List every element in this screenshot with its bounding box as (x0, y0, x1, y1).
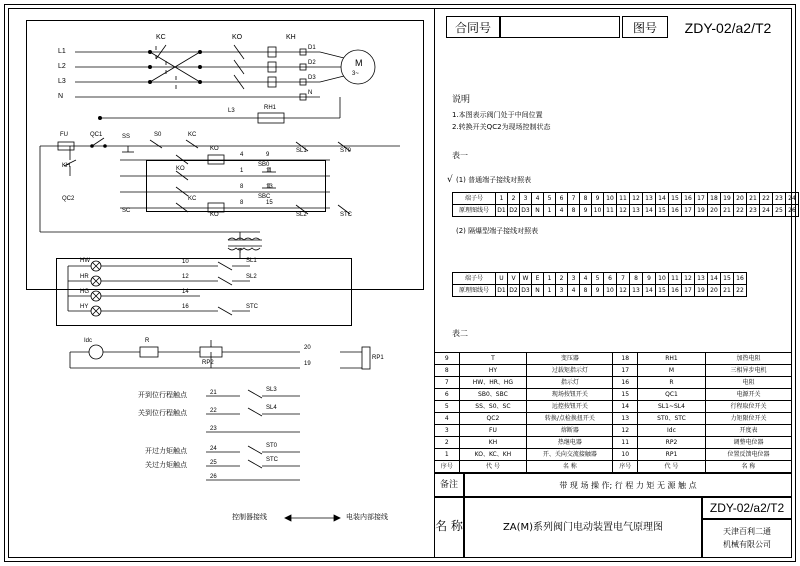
t1-wire-20: 23 (747, 205, 760, 217)
t2-row-label-2: 原理图线号 (453, 285, 496, 297)
legend-r6-c6: 力矩限位开关 (705, 413, 791, 425)
t1-wire-16: 19 (695, 205, 708, 217)
t2-term-8: 5 (592, 273, 604, 285)
remark-label: 备注 (439, 480, 458, 490)
t2-term-14: 11 (669, 273, 682, 285)
lamp-wire-12: 12 (182, 274, 189, 280)
legend-r7-c1: 3 (435, 425, 460, 437)
legend-r3-c5: R (638, 377, 706, 389)
t2-wire-14: 16 (669, 285, 682, 297)
legend-header-3: 名 称 (527, 461, 613, 473)
legend-r3-c4: 16 (613, 377, 638, 389)
coil-label-ko-3: KO (210, 212, 219, 218)
t1-term-7: 8 (580, 193, 592, 205)
legend-r3-c1: 7 (435, 377, 460, 389)
t2-term-5: 2 (556, 273, 568, 285)
contact-group-label-1: 开到位行程触点 (138, 391, 187, 399)
t2-wire-16: 19 (695, 285, 708, 297)
contact-num-22: 22 (210, 408, 217, 414)
company-line-2: 机械有限公司 (723, 540, 771, 549)
t2-term-17: 14 (708, 273, 721, 285)
table-one-sub2: (2) 隔爆型端子接线对照表 (456, 227, 539, 235)
legend-r1-c2: T (459, 353, 527, 365)
table-row (453, 273, 747, 285)
pot-label-rp1: RP1 (372, 355, 384, 361)
legend-r3-c2: HW、HR、HG (459, 377, 527, 389)
t1-term-1: 2 (508, 193, 520, 205)
wire-number-4: 4 (240, 152, 244, 158)
t2-wire-13: 15 (656, 285, 669, 297)
t1-wire-6: 8 (568, 205, 580, 217)
legend-r3-c6: 电阻 (705, 377, 791, 389)
phase-label-n: N (58, 93, 64, 100)
legend-r8-c3: 热继电器 (527, 437, 613, 449)
lamp-label-hy: HY (80, 304, 89, 310)
switch-label-qc1: QC1 (90, 132, 103, 138)
button-label-sb0: SB0 (258, 162, 270, 168)
t1-term-23: 24 (786, 193, 799, 205)
t1-term-9: 10 (604, 193, 617, 205)
legend-r3-c3: 指示灯 (527, 377, 613, 389)
t1-wire-21: 24 (760, 205, 773, 217)
t1-term-8: 9 (592, 193, 604, 205)
t1-wire-1: D2 (508, 205, 520, 217)
t1-wire-3: N (532, 205, 544, 217)
legend-r6-c5: ST0、STC (638, 413, 706, 425)
button-label-ss: SS (122, 134, 131, 140)
legend-r7-c3: 熔断器 (527, 425, 613, 437)
table-two-title: 表二 (452, 329, 468, 338)
t2-wire-18: 21 (721, 285, 734, 297)
legend-r1-c1: 9 (435, 353, 460, 365)
notes-line-2: 2.转换开关QC2为现场控制状态 (452, 123, 551, 131)
t1-row-label-1: 端子号 (453, 193, 496, 205)
notes-line-1: 1.本图表示阀门处于中间位置 (452, 111, 543, 119)
legend-r1-c4: 18 (613, 353, 638, 365)
t1-wire-13: 15 (656, 205, 669, 217)
legend-r9-c6: 位置反馈电位器 (705, 449, 791, 461)
phase-label-l1: L1 (58, 48, 66, 55)
t1-term-18: 19 (721, 193, 734, 205)
legend-r4-c6: 电源开关 (705, 389, 791, 401)
table-row (435, 353, 792, 365)
t2-wire-10: 12 (617, 285, 630, 297)
t2-wire-6: 4 (568, 285, 580, 297)
t1-term-12: 13 (643, 193, 656, 205)
label-qc2: QC2 (62, 196, 75, 202)
t2-term-7: 4 (580, 273, 592, 285)
heater-label: RH1 (264, 105, 277, 111)
t2-term-4: 1 (544, 273, 556, 285)
t2-wire-3: N (532, 285, 544, 297)
legend-r8-c5: RP2 (638, 437, 706, 449)
t2-wire-5: 3 (556, 285, 568, 297)
t2-wire-8: 9 (592, 285, 604, 297)
t1-wire-9: 11 (604, 205, 617, 217)
legend-r1-c3: 变压器 (527, 353, 613, 365)
table-one-check: √ (447, 175, 453, 185)
t1-term-0: 1 (496, 193, 508, 205)
legend-header-4: 序号 (613, 461, 638, 473)
t2-term-18: 15 (721, 273, 734, 285)
legend-r5-c1: 5 (435, 401, 460, 413)
transformer-label-t: T (238, 248, 243, 255)
t1-term-3: 4 (532, 193, 544, 205)
table-row (435, 389, 792, 401)
t1-wire-4: 1 (544, 205, 556, 217)
legend-r4-c5: QC1 (638, 389, 706, 401)
legend-r4-c4: 15 (613, 389, 638, 401)
label-kh-aux: KH (62, 163, 71, 169)
legend-r9-c3: 开、关向交流接触器 (527, 449, 613, 461)
fuse-label-fu: FU (60, 132, 68, 138)
legend-r9-c2: KO、KC、KH (459, 449, 527, 461)
contact-num-23: 23 (210, 426, 217, 432)
contact-group-label-2: 关到位行程触点 (138, 409, 187, 417)
contact-num-21: 21 (210, 390, 217, 396)
legend-r2-c5: M (638, 365, 706, 377)
table-header-row (435, 461, 792, 473)
legend-r8-c4: 11 (613, 437, 638, 449)
lamp-wire-16: 16 (182, 304, 189, 310)
motor-terminal-d3: D3 (308, 75, 316, 81)
t1-wire-19: 22 (734, 205, 747, 217)
t2-term-16: 13 (695, 273, 708, 285)
t1-wire-17: 20 (708, 205, 721, 217)
t1-row-label-2: 原理图线号 (453, 205, 496, 217)
contact-group-label-4: 关过力矩触点 (145, 461, 187, 469)
phase-label-l3: L3 (58, 78, 66, 85)
t1-term-20: 21 (747, 193, 760, 205)
wire-number-8a: 8 (240, 184, 244, 190)
lamp-switch-sl1: SL1 (246, 258, 257, 264)
t1-wire-7: 9 (580, 205, 592, 217)
legend-r1-c6: 加热电阻 (705, 353, 791, 365)
contact-num-26: 26 (210, 474, 217, 480)
t1-wire-12: 14 (643, 205, 656, 217)
legend-r8-c2: KH (459, 437, 527, 449)
table-one-sub1: (1) 普通端子接线对照表 (456, 176, 532, 184)
legend-r8-c6: 调整电位器 (705, 437, 791, 449)
lamp-label-hw: HW (80, 258, 90, 264)
contact-group-label-3: 开过力矩触点 (145, 447, 187, 455)
component-legend-table (434, 352, 792, 473)
table-row (435, 377, 792, 389)
contact-switch-st0: ST0 (266, 443, 278, 449)
t1-term-19: 20 (734, 193, 747, 205)
t2-term-19: 16 (734, 273, 747, 285)
t1-term-14: 15 (669, 193, 682, 205)
table-row (435, 401, 792, 413)
schematic-outer-box (26, 20, 424, 290)
pot-label-rp2: RP2 (202, 360, 214, 366)
legend-r7-c6: 开度表 (705, 425, 791, 437)
t2-term-9: 6 (604, 273, 617, 285)
motor-terminal-d1: D1 (308, 45, 316, 51)
motor-sub-label: 3~ (352, 71, 359, 77)
t2-wire-11: 13 (630, 285, 643, 297)
t1-term-6: 7 (568, 193, 580, 205)
legend-r5-c5: SL1~SL4 (638, 401, 706, 413)
legend-header-1: 序号 (435, 461, 460, 473)
t1-term-5: 6 (556, 193, 568, 205)
legend-r6-c3: 转换/点检换扭开关 (527, 413, 613, 425)
wire-number-9: 9 (266, 152, 270, 158)
t1-wire-23: 26 (786, 205, 799, 217)
t1-wire-22: 25 (773, 205, 786, 217)
lamp-switch-stc: STC (246, 304, 258, 310)
contact-label-st0: ST0 (340, 148, 352, 154)
contact-switch-sl3: SL3 (266, 387, 277, 393)
t2-term-11: 8 (630, 273, 643, 285)
t1-term-4: 5 (544, 193, 556, 205)
legend-r2-c6: 三相异步电机 (705, 365, 791, 377)
table-row (435, 449, 792, 461)
contact-label-kc: KC (188, 132, 197, 138)
legend-r2-c3: 过载矩指示灯 (527, 365, 613, 377)
motor-terminal-n: N (308, 90, 313, 96)
motor-terminal-d2: D2 (308, 60, 316, 66)
legend-r4-c2: SB0、SBC (459, 389, 527, 401)
legend-header-6: 名 称 (705, 461, 791, 473)
legend-r6-c1: 4 (435, 413, 460, 425)
contact-num-25: 25 (210, 460, 217, 466)
t2-wire-1: D2 (508, 285, 520, 297)
title-name-value: ZA(M)系列阀门电动装置电气原理图 (502, 522, 664, 533)
t2-term-2: W (520, 273, 532, 285)
legend-r7-c4: 12 (613, 425, 638, 437)
t1-term-10: 11 (617, 193, 630, 205)
legend-header-2: 代 号 (459, 461, 527, 473)
coil-label-ko: KO (210, 146, 219, 152)
indicator-box (56, 258, 352, 326)
wire-number-13: 13 (266, 184, 273, 190)
t1-wire-5: 4 (556, 205, 568, 217)
motor-symbol: M (355, 58, 363, 68)
t2-term-13: 10 (656, 273, 669, 285)
table-row (435, 425, 792, 437)
table-row (453, 193, 799, 205)
lamp-wire-10: 10 (182, 259, 189, 265)
t1-wire-11: 13 (630, 205, 643, 217)
t1-term-17: 18 (708, 193, 721, 205)
legend-r9-c1: 1 (435, 449, 460, 461)
t1-term-13: 14 (656, 193, 669, 205)
drawing-no-value: ZDY-02/a2/T2 (684, 20, 772, 36)
legend-r9-c5: RP1 (638, 449, 706, 461)
t1-term-22: 23 (773, 193, 786, 205)
title-company-box (702, 519, 792, 558)
legend-r5-c6: 行程取位开关 (705, 401, 791, 413)
legend-right-label: 电装内部接线 (346, 513, 388, 521)
contract-label: 合同号 (454, 21, 491, 35)
contact-label-stc: STC (340, 212, 352, 218)
button-label-sbc: SBC (258, 194, 271, 200)
legend-r5-c4: 14 (613, 401, 638, 413)
wire-number-11: 11 (266, 168, 273, 174)
contact-label-sl2: SL2 (296, 212, 307, 218)
legend-r8-c1: 2 (435, 437, 460, 449)
t1-term-2: 3 (520, 193, 532, 205)
legend-r2-c4: 17 (613, 365, 638, 377)
remark-value: 带 现 场 操 作; 行 程 力 矩 无 源 触 点 (559, 481, 697, 490)
contact-switch-sl4: SL4 (266, 405, 277, 411)
t2-wire-9: 10 (604, 285, 617, 297)
legend-left-label: 控制器接线 (232, 513, 267, 521)
contact-label-kc-2: KC (188, 196, 197, 202)
contract-value-box (500, 16, 620, 38)
t1-wire-15: 17 (682, 205, 695, 217)
legend-r6-c4: 13 (613, 413, 638, 425)
t2-wire-17: 20 (708, 285, 721, 297)
lamp-wire-14: 14 (182, 289, 189, 295)
contact-switch-stc-2: STC (266, 457, 278, 463)
meter-wire-19: 19 (304, 361, 311, 367)
title-name-label: 名 称 (435, 519, 463, 533)
legend-r2-c2: HY (459, 365, 527, 377)
legend-r7-c2: FU (459, 425, 527, 437)
t2-wire-0: D1 (496, 285, 508, 297)
legend-r1-c5: RH1 (638, 353, 706, 365)
legend-r4-c3: 现场按钮开关 (527, 389, 613, 401)
table-one-title: 表一 (452, 151, 468, 160)
contact-label-ko-2: KO (176, 166, 185, 172)
t1-wire-18: 21 (721, 205, 734, 217)
t2-wire-4: 1 (544, 285, 556, 297)
table-row (453, 285, 747, 297)
company-line-1: 天津百利二通 (723, 527, 771, 536)
t2-wire-2: D3 (520, 285, 532, 297)
t1-term-11: 12 (630, 193, 643, 205)
t1-wire-8: 10 (592, 205, 604, 217)
lamp-label-hr: HR (80, 274, 89, 280)
contactor-label-kc: KC (156, 34, 166, 41)
t2-term-3: E (532, 273, 544, 285)
t2-row-label-1: 端子号 (453, 273, 496, 285)
wire-number-8b: 8 (240, 200, 244, 206)
wire-number-1: 1 (240, 168, 244, 174)
t2-wire-19: 22 (734, 285, 747, 297)
t2-term-12: 9 (643, 273, 656, 285)
contactor-label-ko: KO (232, 34, 243, 41)
t1-term-16: 17 (695, 193, 708, 205)
legend-r7-c5: Idc (638, 425, 706, 437)
heater-line-label: L3 (228, 108, 235, 114)
table-row (453, 205, 799, 217)
button-label-sc: SC (122, 208, 131, 214)
notes-title: 说明 (452, 95, 471, 105)
terminal-table-normal (452, 192, 799, 217)
legend-header-5: 代 号 (638, 461, 706, 473)
resistor-label-r: R (145, 338, 150, 344)
button-label-s0: S0 (154, 132, 162, 138)
title-drawing-code: ZDY-02/a2/T2 (709, 501, 785, 515)
t1-wire-14: 16 (669, 205, 682, 217)
t1-term-21: 22 (760, 193, 773, 205)
control-box (146, 160, 326, 212)
t2-term-1: V (508, 273, 520, 285)
legend-r4-c1: 6 (435, 389, 460, 401)
contact-label-sl1: SL1 (296, 148, 307, 154)
contactor-label-kh: KH (286, 34, 296, 41)
t1-wire-0: D1 (496, 205, 508, 217)
terminal-table-explosionproof (452, 272, 747, 297)
table-row (435, 365, 792, 377)
table-row (435, 437, 792, 449)
legend-r5-c3: 远控按钮开关 (527, 401, 613, 413)
t2-term-10: 7 (617, 273, 630, 285)
lamp-switch-sl2: SL2 (246, 274, 257, 280)
meter-label-idc: Idc (84, 338, 93, 344)
wire-number-15: 15 (266, 200, 273, 206)
phase-label-l2: L2 (58, 63, 66, 70)
lamp-label-hg: HG (80, 289, 89, 295)
t2-wire-15: 17 (682, 285, 695, 297)
t2-term-15: 12 (682, 273, 695, 285)
t2-wire-12: 14 (643, 285, 656, 297)
legend-r5-c2: SS、S0、SC (459, 401, 527, 413)
table-row (435, 413, 792, 425)
t1-wire-10: 12 (617, 205, 630, 217)
drawing-no-label: 图号 (632, 21, 657, 35)
t2-term-6: 3 (568, 273, 580, 285)
meter-wire-20: 20 (304, 345, 311, 351)
t2-wire-7: 8 (580, 285, 592, 297)
t1-term-15: 16 (682, 193, 695, 205)
legend-r2-c1: 8 (435, 365, 460, 377)
legend-r6-c2: QC2 (459, 413, 527, 425)
contact-num-24: 24 (210, 446, 217, 452)
t2-term-0: U (496, 273, 508, 285)
legend-r9-c4: 10 (613, 449, 638, 461)
t1-wire-2: D3 (520, 205, 532, 217)
